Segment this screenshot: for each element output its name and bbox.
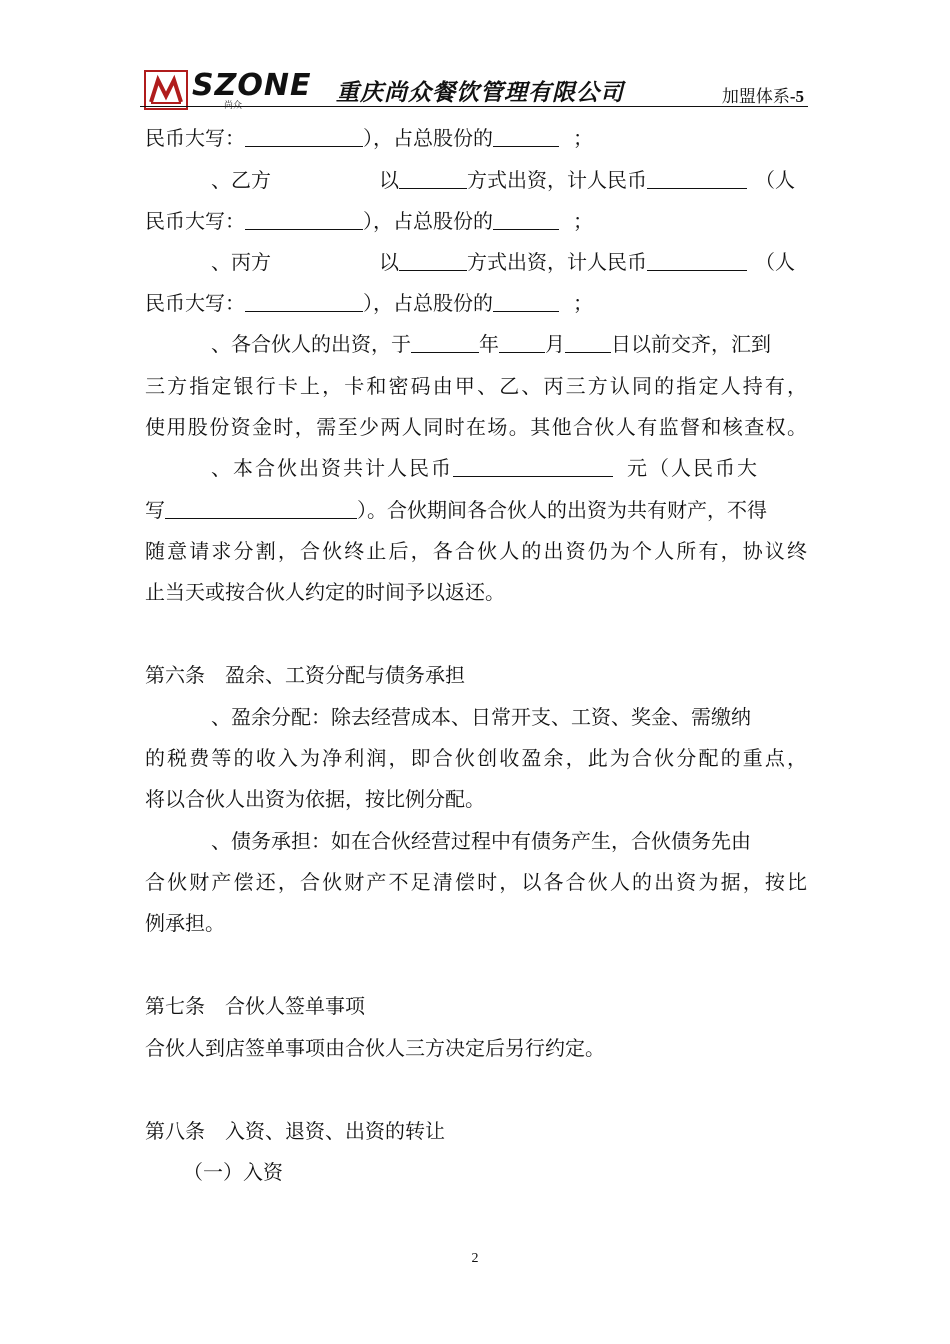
- text-line: 合伙人到店签单事项由合伙人三方决定后另行约定。: [145, 1036, 605, 1060]
- text-segment: （人: [755, 250, 795, 274]
- text-segment: 、各合伙人的出资，于: [211, 332, 411, 356]
- blank-field: [647, 248, 747, 271]
- text-line: [145, 329, 807, 359]
- text-line: 例承担。: [145, 911, 225, 935]
- section-heading: 第七条 合伙人签单事项: [145, 994, 365, 1018]
- series-text: 加盟体系: [721, 87, 790, 107]
- section-heading: 第八条 入资、退资、出资的转让: [145, 1119, 445, 1143]
- brand-name: SZONE: [192, 68, 312, 103]
- company-name: 重庆尚众餐饮管理有限公司: [336, 80, 624, 106]
- text-segment: 以: [379, 250, 399, 274]
- text-segment: （人: [755, 168, 795, 192]
- text-line: 、盈余分配：除去经营成本、日常开支、工资、奖金、需缴纳: [211, 705, 751, 729]
- company-logo: [144, 70, 188, 110]
- page-number: 2: [471, 1251, 479, 1266]
- text-line: 三方指定银行卡上，卡和密码由甲、乙、丙三方认同的指定人持有，: [145, 374, 807, 398]
- blank-field: [499, 330, 545, 353]
- blank-field: [399, 166, 467, 189]
- blank-field: [411, 330, 479, 353]
- text-segment: 方式出资，计人民币: [467, 250, 647, 274]
- text-segment: 、本合伙出资共计人民币: [211, 456, 453, 480]
- text-line: [145, 123, 807, 153]
- blank-field: [399, 248, 467, 271]
- text-segment: 、丙方: [211, 250, 271, 274]
- brand-subtitle: 尚众: [224, 101, 243, 111]
- page-header: [140, 66, 808, 111]
- section-heading: 第六条 盈余、工资分配与债务承担: [145, 663, 465, 687]
- text-line: [145, 247, 807, 277]
- text-segment: 写: [145, 498, 165, 522]
- text-line: 、债务承担：如在合伙经营过程中有债务产生，合伙债务先由: [211, 829, 751, 853]
- text-segment: ；: [573, 126, 593, 150]
- text-line: 随意请求分割，合伙终止后，各合伙人的出资仍为个人所有，协议终: [145, 539, 807, 563]
- text-segment: 民币大写：: [145, 291, 245, 315]
- text-segment: 年: [479, 332, 499, 356]
- logo-mark-icon: [146, 72, 186, 108]
- text-segment: 日以前交齐，汇到: [611, 332, 771, 356]
- text-line: [145, 495, 807, 525]
- text-line: 将以合伙人出资为依据，按比例分配。: [145, 787, 485, 811]
- text-line: [145, 288, 807, 318]
- text-segment: ），占总股份的: [363, 126, 493, 150]
- blank-field: [493, 124, 559, 147]
- text-line: 的税费等的收入为净利润，即合伙创收盈余，此为合伙分配的重点，: [145, 746, 807, 770]
- blank-field: [245, 124, 363, 147]
- blank-field: [453, 454, 613, 477]
- series-label: [722, 82, 804, 107]
- blank-field: [165, 496, 357, 519]
- blank-field: [647, 166, 747, 189]
- header-divider: [140, 106, 808, 107]
- text-segment: 方式出资，计人民币: [467, 168, 647, 192]
- blank-field: [493, 289, 559, 312]
- blank-field: [245, 289, 363, 312]
- text-segment: ），占总股份的: [363, 291, 493, 315]
- text-segment: 元（人民币大: [627, 456, 759, 480]
- text-line: [145, 206, 807, 236]
- text-line: [145, 453, 807, 483]
- text-segment: ；: [573, 291, 593, 315]
- text-segment: 以: [379, 168, 399, 192]
- text-segment: 、乙方: [211, 168, 271, 192]
- series-number: -5: [789, 87, 804, 106]
- text-line: [145, 165, 807, 195]
- text-line: 止当天或按合伙人约定的时间予以返还。: [145, 580, 505, 604]
- text-segment: 月: [545, 332, 565, 356]
- text-segment: ）。合伙期间各合伙人的出资为共有财产，不得: [357, 498, 767, 522]
- text-segment: 民币大写：: [145, 209, 245, 233]
- text-segment: 民币大写：: [145, 126, 245, 150]
- subsection-heading: （一）入资: [183, 1160, 283, 1184]
- text-segment: ；: [573, 209, 593, 233]
- blank-field: [565, 330, 611, 353]
- blank-field: [245, 207, 363, 230]
- text-line: 合伙财产偿还，合伙财产不足清偿时，以各合伙人的出资为据，按比: [145, 870, 807, 894]
- text-line: 使用股份资金时，需至少两人同时在场。其他合伙人有监督和核查权。: [145, 415, 807, 439]
- blank-field: [493, 207, 559, 230]
- text-segment: ），占总股份的: [363, 209, 493, 233]
